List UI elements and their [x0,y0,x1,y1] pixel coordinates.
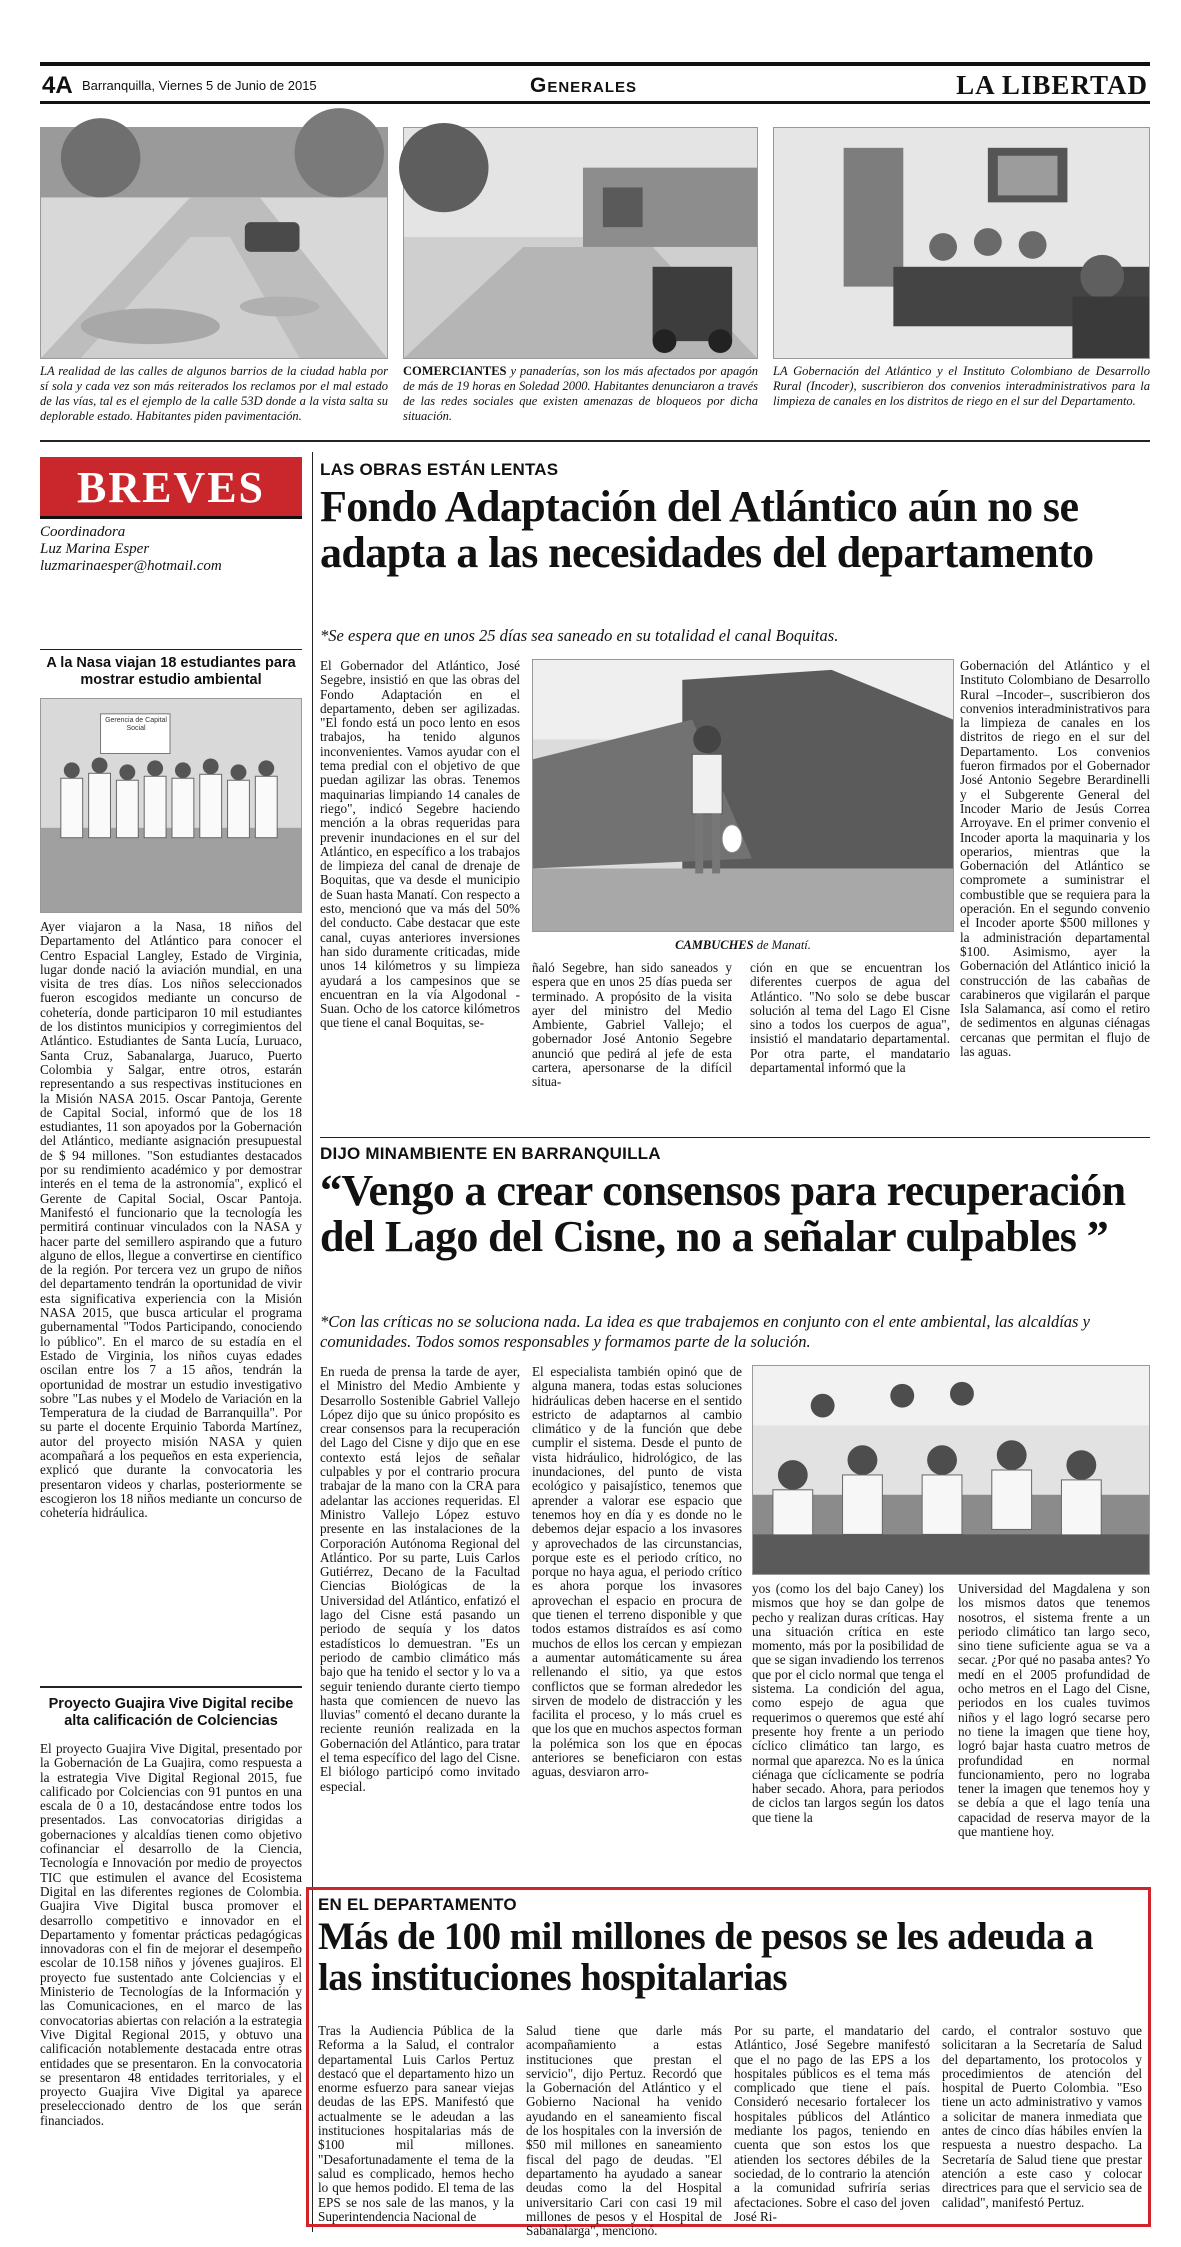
street-photo-caption: LA realidad de las calles de algunos barrios de la ciudad habla por sí sola y cada vez son más reiterados los reclamos por el mal estado de las vías, tal es el ejemplo de la calle 53D donde a la vista salta su deplorable estado. Habitantes piden pavimentación. [40,364,388,423]
breves-item2-title: Proyecto Guajira Vive Digital recibe alta calificación de Colciencias [48,1696,294,1729]
page-header [40,62,1150,104]
article1-col2: ñaló Segebre, han sido saneados y espera que en unos 25 días pueda ser terminado. A propósito de la visita ayer del ministro del Medio Ambiente, Gabriel Vallejo; el gobernador José Antonio Segebre anunció que pedirá al jefe de esta cartera, apersonarse de la difícil situa- [532,960,732,1090]
photo-banner-text: Gerencia de Capital Social [105,717,167,732]
article3-col4: cardo, el contralor sostuvo que solicitaran a la Secretaría de Salud del departamento, los protocolos y procedimientos de atención del hospital de Puerto Colombia. "Eso tiene un acto administrativo y vamos a solicitar de manera inmediata que antes de cinco días hábiles envíen la respuesta a nuestro despacho. La Secretaría de Salud tiene que prestar atención a este caso y colocar directrices para que el servicio sea de calidad", manifestó Pertuz. [942,2023,1142,2210]
meeting-photo [773,127,1150,359]
article1-divider [320,1137,1150,1138]
breves-item1-body: Ayer viajaron a la Nasa, 18 niños del Departamento del Atlántico para conocer el Centro Espacial Langley, Estado de Virginia, lugar donde nació la aviación mundial, en una visita de tres días. Los niños seleccionados fueron escogidos mediante un concurso de cohetería, donde participaron 10 mil estudiantes de los distintos municipios y corregimientos del Atlántico. Estudiantes de Santa Lucía, Luruaco, Santa Cruz, Sabanalarga, Juaruco, Puerto Colombia y Salgar, entre otros, estarán representando a sus respectivas instituciones en la Misión NASA 2015. Oscar Pantoja, Gerente de Capital Social, informó que de los 18 estudiantes, 11 son apoyados por la Gobernación del Atlántico, mediante asignación presupuestal de $ 94 millones. "Son estudiantes destacados por su rendimiento académico y por demostrar interés en el tema de la astronomía", explicó el Gerente de Capital Social, Oscar Pantoja. Manifestó el funcionario que la tecnología les permitirá continuar vinculados con la NASA y hacer parte del semillero aspirando que a futuro alguno de ellos, llegue a convertirse en científico de la región. Por tercera vez un grupo de niños del departamento tendrán la oportunidad de vivir esta significativa experiencia con la Misión NASA 2015, que busca articular el programa gubernamental "Todos Participando, conociendo lo público". En el marco de su estadía en el Estado de Virginia, los niños cuyas edades oscilan entre los 7 a 15 años, tendrán la oportunidad de mostrar un estudio investigativo sobre "Las nubes y el Modelo de Variación en la Temperatura de la ciudad de Barranquilla". Por su parte el docente Erquinio Taborda Martínez, autor del proyecto misión NASA y quien acompañará a los pequeños en esta experiencia, explicó que durante la convocatoria les presentaron videos y charlas, posteriormente se escogieron los 18 niños mediante un concurso de cohetería hidráulica. [40,919,302,1521]
article1-headline: Fondo Adaptación del Atlántico aún no se adapta a las necesidades del departamento [320,482,1094,578]
street-photo [40,127,388,359]
breves-title: BREVES [40,457,302,519]
coordinator-email: luzmarinaesper@hotmail.com [40,558,222,574]
meeting-photo-caption: LA Gobernación del Atlántico y el Instituto Colombiano de Desarrollo Rural (Incoder), suscribieron dos convenios interadministrativos para la limpieza de canales en los distritos de riego en el sur del Departamento. [773,364,1150,408]
caption-text: y panaderías, son los más afectados por apagón de más de 19 horas en Soledad 2000. Habitantes denunciaron a través de las redes sociales que existen amenazas de bloqueos por dicha situación. [403,364,758,423]
article3-col2: Salud tiene que darle más acompañamiento a estas instituciones que prestan el servicio", dijo Pertuz. Recordó que la Gobernación del Atlántico y el Gobierno Nacional ha venido ayudando en el saneamiento fiscal de los hospitales con la inversión de $50 mil millones en saneamiento fiscal del pago de deudas. "El departamento ha ayudado a sanear deudas como la del Hospital universitario Cari con casi 19 mil millones de pesos y el Hospital de Sabanalarga", mencionó. [526,2023,722,2239]
breves-coordinator [40,524,302,575]
vendors-photo-caption [403,364,758,424]
article2-kicker: DIJO MINAMBIENTE EN BARRANQUILLA [320,1144,661,1163]
students-photo [40,698,302,913]
camp-caption-lead: CAMBUCHES [675,938,754,952]
issue-date: Barranquilla, Viernes 5 de Junio de 2015 [82,78,317,93]
coordinator-label: Coordinadora [40,524,126,540]
photos-divider [40,440,1150,442]
coordinator-name: Luz Marina Esper [40,541,150,557]
press-conference-photo [752,1365,1150,1575]
newspaper-name: LA LIBERTAD [956,70,1148,100]
camp-photo [532,659,954,932]
breves-item1-title: A la Nasa viajan 18 estudiantes para mostrar estudio ambiental [46,655,296,688]
breves-divider [40,649,302,650]
article1-col1: El Gobernador del Atlántico, José Segebre, insistió en que las obras del Fondo Adaptación en el departamento, deben ser agilizadas. "El fondo está un poco lento en esos trabajos, ha tenido algunos inconvenientes. Vamos ayudar con el tema predial con el objetivo de que puedan agilizar las obras. Tenemos maquinarias limpiando 14 canales de riego", indicó Segebre haciendo mención a la obras requeridas para prevenir inundaciones en el sur del Atlántico, en específico a los trabajos de limpieza del canal de drenaje de Boquitas, que va desde el municipio de Suan hasta Manatí. Con respecto a esto, mencionó que va más del 50% del conducto. Cabe destacar que este canal, cuyas anteriores inversiones han sido duramente criticadas, mide unos 14 kilómetros y su limpieza ayudará a los campesinos que se encuentran en la vía Algodonal -Suan. Ocho de los catorce kilómetros que tiene el canal Boquitas, se- [320,658,520,1031]
section-title: Generales [530,74,638,97]
breves-item2-body: El proyecto Guajira Vive Digital, presentado por la Gobernación de La Guajira, como respuesta a la estrategia Vive Digital Regional 2015, fue calificado por Colciencias con 91 puntos en una escala de 0 a 10, destacándose entre todos los presentados. Las convocatorias dirigidas a gobernaciones y alcaldías tienen como objetivo cofinanciar el desarrollo de la Ciencia, Tecnología e Innovación por medio de proyectos TIC que estimulen el avance del Ecosistema Digital en las diferentes regiones de Colombia. Guajira Vive Digital busca promover el desarrollo competitivo e innovador en el Departamento y fomentar prácticas pedagógicas innovadoras con el fin de mejorar el desempeño escolar de 10.158 niños y jóvenes guajiros. El proyecto fue sustentado ante Colciencias y el Ministerio de Tecnologías de la Información y las Comunicaciones, en el marco de las convocatorias abiertas con relación a la estrategia Vive Digital Regional 2015, y obtuvo una calificación notablemente destacada entre otras entidades que se presentaron. En la convocatoria se presentaron 48 entidades territoriales, y el proyecto Guajira Vive Digital ya aparece preseleccionado dentro de los que serán financiados. [40,1741,302,2128]
newspaper-page [40,62,1150,2242]
article2-headline: “Vengo a crear consensos para recuperación del Lago del Cisne, no a señalar culpables ” [320,1166,1126,1262]
article1-kicker: LAS OBRAS ESTÁN LENTAS [320,460,559,479]
camp-photo-caption [532,938,954,953]
article2-col4: Universidad del Magdalena y son los mismos datos que tenemos nosotros, el sistema frente a un periodo climático tan largo seco, sino tiene suficiente agua se va a secar. ¿Por qué no pasaba antes? Yo medí en el 2005 profundidad de ocho metros en el Lago del Cisne, periodos en los cuales tuvimos niños y el lago logró secarse pero no tiene la imagen que tiene hoy, logró bajar hasta cuatro metros de profundidad en normal funcionamiento, pero no lograba tener la imagen que tenemos hoy y se debía a que el lago tenía una capacidad de reserva mayor de la que mantiene hoy. [958,1581,1150,1840]
article3-col1: Tras la Audiencia Pública de la Reforma a la Salud, el contralor departamental Luis Carlos Pertuz destacó que el departamento hizo un enorme esfuerzo para sanear viejas deudas de las EPS. Manifestó que actualmente se le adeudan a las instituciones hospitalarias más de $100 mil millones. "Desafortunadamente el tema de la salud es complicado, hemos hecho lo que hemos podido. El tema de las EPS se nos sale de las manos, y la Superintendencia Nacional de [318,2023,514,2224]
article1-deck: *Se espera que en unos 25 días sea saneado en su totalidad el canal Boquitas. [320,626,839,645]
article2-deck: *Con las críticas no se soluciona nada. La idea es que trabajemos en conjunto con el ente ambiental, las alcaldías y comunidades. Todos somos responsables y formamos parte de la solución. [320,1312,1090,1351]
caption-lead: COMERCIANTES [403,364,507,378]
article2-col1: En rueda de prensa la tarde de ayer, el Ministro del Medio Ambiente y Desarrollo Sostenible Gabriel Vallejo López dijo que su único propósito es crear consensos para la recuperación del Lago del Cisne y dijo que en ese contexto está lejos de señalar culpables y por el contrario procura trabajar de la mano con la CRA para adelantar las acciones requeridas. El Ministro Vallejo López estuvo presente en las instalaciones de la Corporación Autónoma Regional del Atlántico. Por su parte, Luis Carlos Gutiérrez, Decano de la Facultad Ciencias Biológicas de la Universidad del Atlántico, enfatizó el lago del Cisne está pasando un periodo de sequía y los datos estadísticos lo demuestran. "Es un periodo de cambio climático más bajo que ha tenido el sector y lo va a seguir teniendo durante cierto tiempo hasta que comiencen de nuevo las lluvias" comentó el decano durante la reciente reunión realizada en la Gobernación del Atlántico, para tratar el tema específico del lago del Cisne. El biólogo participó como invitado especial. [320,1364,520,1794]
breves-item-divider [40,1686,302,1688]
article2-col3: yos (como los del bajo Caney) los mismos que hoy se dan golpe de pecho y realizan duras críticas. Hay una situación crítica en este momento, más por la posibilidad de que se sigan invadiendo los terrenos que por el ciclo normal que tenga el sistema. La condición del agua, como espejo de agua que requerimos o queremos que esté ahí presente hoy frente a un periodo cíclico climático tan largo, es normal que aparezca. No es la única ciénaga que cíclicamente se podría haber secado. Ahora, para periodos de ciclos tan largos según los datos que tiene la [752,1581,944,1825]
article1-col3: ción en que se encuentran los diferentes cuerpos de agua del Atlántico. "No solo se debe buscar solución al tema del Lago El Cisne sino a todos los cuerpos de agua", insistió el mandatario departamental. Por otra parte, el mandatario departamental informó que la [750,960,950,1076]
article3-kicker: EN EL DEPARTAMENTO [318,1895,517,1914]
article1-col4: Gobernación del Atlántico y el Instituto Colombiano de Desarrollo Rural –Incoder–, suscribieron dos convenios interadministrativos para la limpieza de canales en los distritos de riego en el sur del Departamento. Los convenios fueron firmados por el Gobernador José Antonio Segebre Berardinelli y el Subgerente General del Incoder Mario de Jesús Correa Arroyave. En el primer convenio el Incoder aporta la maquinaria y los operarios, mientras que la Gobernación del Atlántico se compromete a suministrar el combustible que se requiera para la operación. En el segundo convenio el Incoder aporte $500 millones y la administración departamental $100. Asimismo, ayer la Gobernación del Atlántico inició la construcción de las cabañas de carabineros que vigilarán el parque Isla Salamanca, así como el retiro de sedimentos en algunas ciénagas cercanas que permitan el flujo de las aguas. [960,658,1150,1060]
vendors-photo [403,127,758,359]
camp-caption-text: de Manatí. [753,938,811,952]
article3-col3: Por su parte, el mandatario del Atlántico, José Segebre manifestó que el no pago de las EPS a los hospitales públicos es el tema más complicado que tiene el país. Consideró necesario fortalecer los hospitales públicos del Atlántico mediante los pagos, teniendo en cuenta que son estos los que atienden los sectores débiles de la sociedad, de lo contrario la atención a la comunidad sufriría serias afectaciones. Sobre el caso del joven José Ri- [734,2023,930,2224]
article3-headline: Más de 100 mil millones de pesos se les adeuda a las instituciones hospitalarias [318,1915,1094,1999]
page-number: 4A [42,72,73,99]
article2-col2: El especialista también opinó que de alguna manera, todas estas soluciones hidráulicas deben hacerse en el sentido estricto de adaptarnos al cambio climático y de la función que debe cumplir el sistema. Desde el punto de vista hidráulico, hidrológico, de las inundaciones, del punto de vista ecológico y paisajístico, tenemos que aprender a valorar ese espacio que tenemos hoy en día y es donde no le debemos dejar espacio a los invasores y aprovechados de las circunstancias, porque este es el periodo crítico, no porque no haya agua, el periodo crítico es ahora porque los invasores aprovechan el espacio en procura de que tienen el terreno disponible y que todos estamos distraídos es así como muchos de ellos los cercan y empiezan a aumentar automáticamente su área rellenando el sitio, ya que estos conflictos que se forman alrededor les sirven de modelo de distracción y les facilita el proceso, y lo más cruel es que los que en muchos aspectos forman la polémica son los que en épocas anteriores se beneficiaron con estas aguas, desviaron arro- [532,1364,742,1780]
